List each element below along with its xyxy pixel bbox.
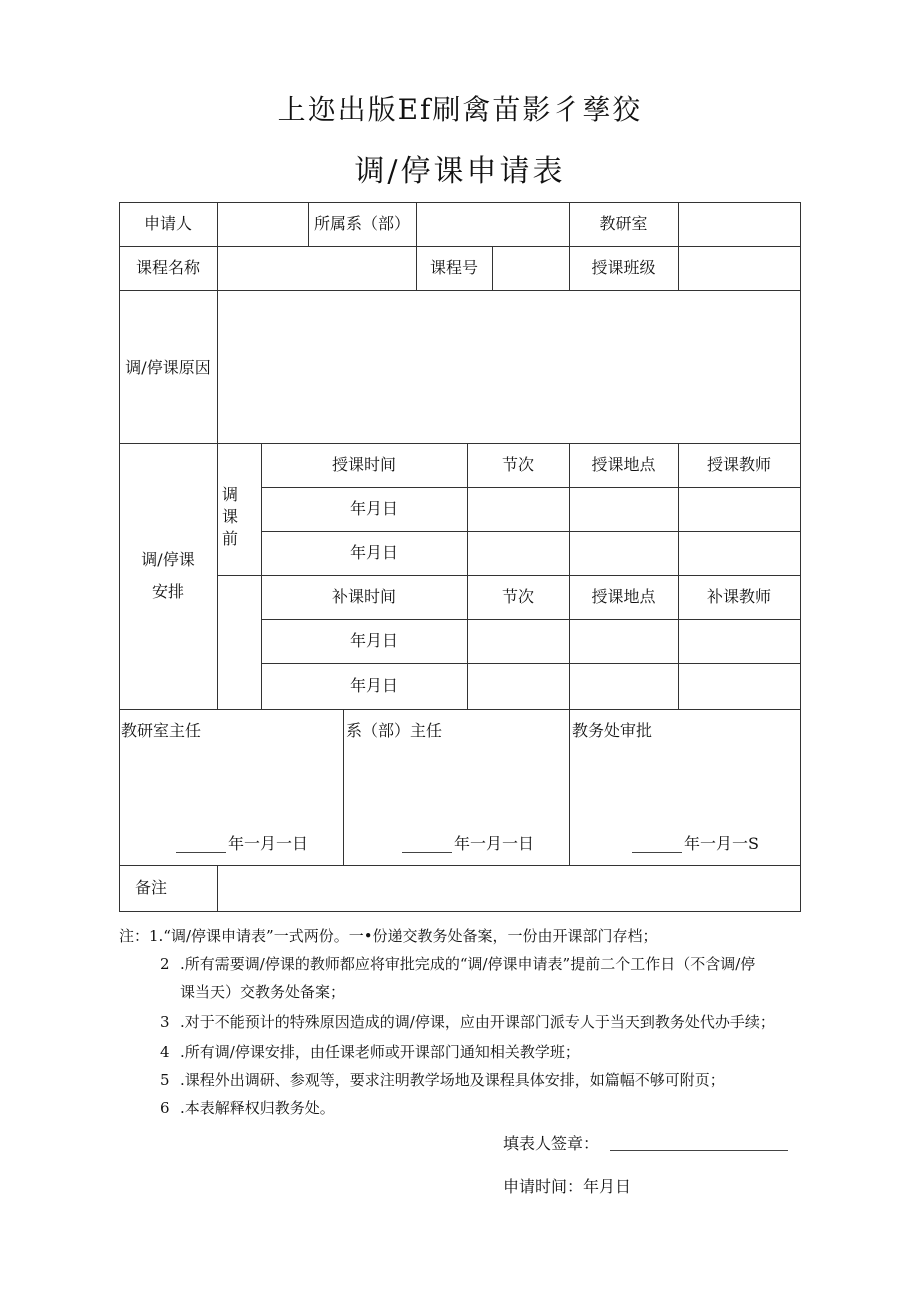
note-2-number: 2 [160,955,170,973]
department-label: 所属系（部） [313,214,410,233]
office-head-label: 教研室主任 [121,721,202,740]
note-4: .所有调/停课安排，由任课老师或开课部门通知相关教学班； [180,1043,580,1061]
applicant-label: 申请人 [143,214,192,233]
school-name: 上迩出版Ef刷禽苗影彳孳狡 [277,93,643,126]
academic-affairs-date[interactable]: 年一月一S [684,834,759,853]
application-date: 申请时间：年月日 [503,1177,632,1196]
note-1: 注：1.“调/停课申请表”一式两份。一•份递交教务处备案，一份由开课部门存档； [119,927,658,945]
office-head-date[interactable]: 年一月一日 [228,834,309,853]
makeup-date-2[interactable]: 年月日 [350,676,399,695]
remarks-label: 备注 [134,878,167,897]
makeup-date-1[interactable]: 年月日 [350,631,399,650]
office-label: 教研室 [599,214,648,233]
note-5-number: 5 [160,1071,170,1089]
before-section-header: 节次 [501,455,534,474]
signature-field[interactable] [610,1150,788,1151]
before-time-header: 授课时间 [331,455,396,474]
course-name-label: 课程名称 [135,258,200,277]
form-title: 调/停课申请表 [354,154,566,189]
before-date-1[interactable]: 年月日 [350,499,399,518]
note-3-number: 3 [160,1013,170,1031]
signature-label: 填表人签章： [503,1134,600,1153]
makeup-teacher-header: 补课教师 [706,587,771,606]
makeup-time-header: 补课时间 [331,587,396,606]
arrangement-label-2: 安排 [151,582,184,601]
dept-head-label: 系（部）主任 [346,721,443,740]
applicant-field[interactable] [219,204,307,244]
note-6: .本表解释权归教务处。 [180,1099,335,1117]
class-field[interactable] [680,248,799,288]
note-6-number: 6 [160,1099,170,1117]
class-label: 授课班级 [591,258,656,277]
note-2: .所有需要调/停课的教师都应将审批完成的“调/停课申请表”提前二个工作日（不含调/停 [180,955,756,973]
course-name-field[interactable] [219,248,415,288]
dept-head-date[interactable]: 年一月一日 [454,834,535,853]
before-place-header: 授课地点 [591,455,656,474]
remarks-field[interactable] [219,867,799,909]
note-2-continued: 课当天）交教务处备案； [180,983,346,1001]
office-field[interactable] [680,204,799,244]
before-label: 调 课 前 [221,485,238,548]
note-4-number: 4 [160,1043,170,1061]
note-5: .课程外出调研、参观等，要求注明教学场地及课程具体安排，如篇幅不够可附页； [180,1071,725,1089]
course-no-label: 课程号 [429,258,478,277]
makeup-section-header: 节次 [501,587,534,606]
course-no-field[interactable] [494,248,568,288]
before-date-2[interactable]: 年月日 [350,543,399,562]
note-3: .对于不能预计的特殊原因造成的调/停课，应由开课部门派专人于当天到教务处代办手续； [180,1013,775,1031]
makeup-place-header: 授课地点 [591,587,656,606]
arrangement-label: 调/停课 [141,550,195,569]
department-field[interactable] [418,204,568,244]
reason-label: 调/停课原因 [125,358,211,377]
before-teacher-header: 授课教师 [706,455,771,474]
academic-affairs-label: 教务处审批 [572,721,653,740]
reason-field[interactable] [219,292,799,442]
